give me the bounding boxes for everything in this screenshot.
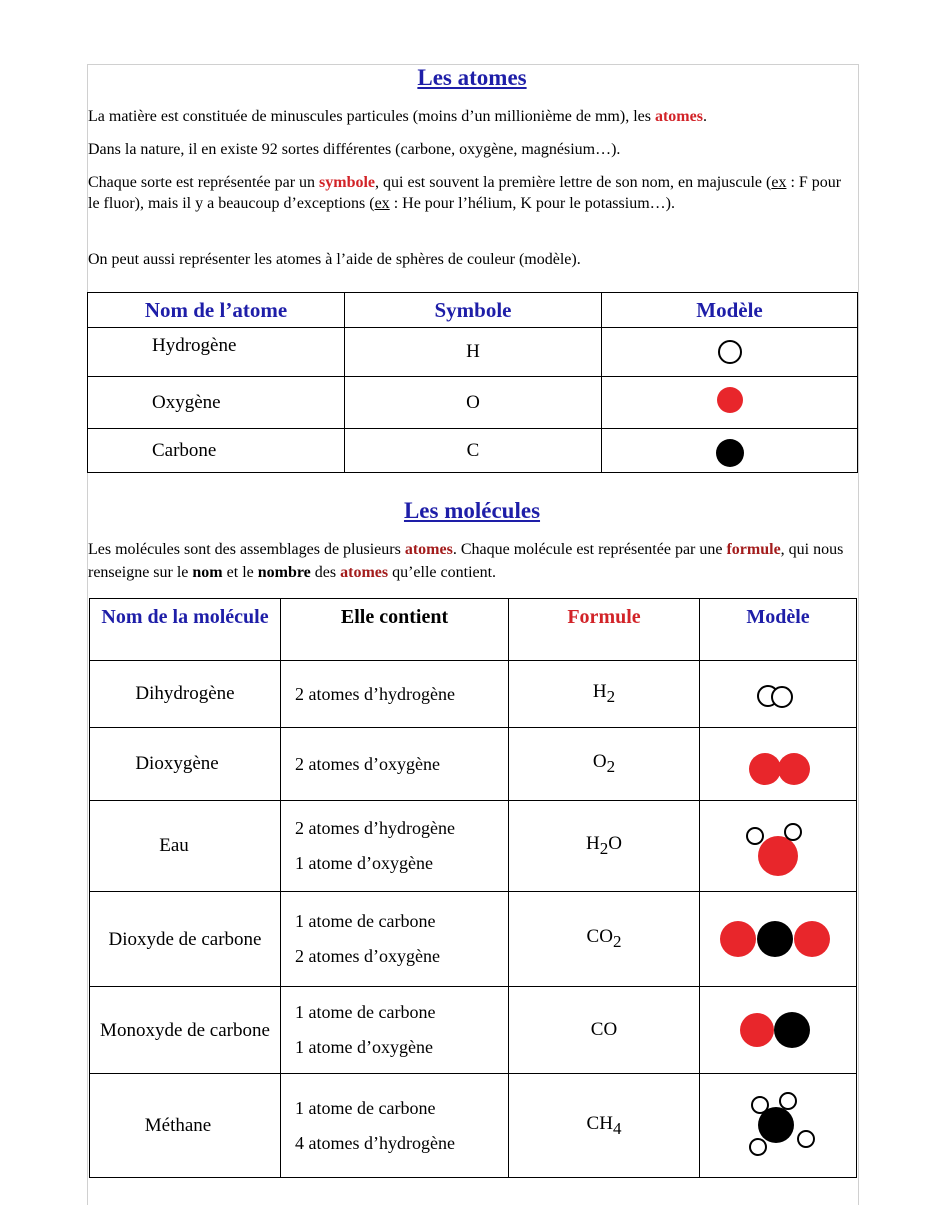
molecule-name: Dihydrogène	[90, 661, 281, 728]
molecule-model	[700, 661, 857, 728]
molecule-formula: $H_2$	[509, 661, 700, 728]
atoms-table-header	[88, 293, 858, 328]
atoms-paragraph-2: Dans la nature, il en existe 92 sortes différentes (carbone, oxygène, magnésium…).	[88, 141, 621, 158]
atom-name: Hydrogène	[88, 328, 345, 377]
molecule-contains: 2 atomes d’hydrogène	[281, 661, 509, 728]
table-row	[90, 1074, 857, 1178]
molecule-formula: $CH_4$	[509, 1074, 700, 1178]
molecule-name: Dioxygène	[90, 728, 281, 801]
table-row	[90, 728, 857, 801]
header-formula: Formule	[509, 599, 700, 661]
atom-symbol: C	[345, 429, 602, 473]
atoms-paragraph-1: La matière est constituée de minuscules particules (moins d’un millionième de mm), les atomes.	[88, 108, 707, 125]
table-row	[90, 987, 857, 1074]
methane-model-icon	[738, 1091, 818, 1161]
atom-symbol: O	[345, 377, 602, 429]
header-symbol: Symbole	[345, 293, 602, 328]
header-molecule-name: Nom de la molécule	[90, 599, 281, 661]
molecules-table	[89, 598, 857, 1178]
molecule-formula: $CO_2$	[509, 892, 700, 987]
molecule-model	[700, 987, 857, 1074]
molecule-name: Méthane	[90, 1074, 281, 1178]
molecule-contains: 1 atome de carbone 1 atome d’oxygène	[281, 987, 509, 1074]
atom-model	[602, 429, 858, 473]
atoms-table	[87, 292, 858, 473]
molecule-contains: 2 atomes d’oxygène	[281, 728, 509, 801]
table-row	[88, 328, 858, 377]
table-row	[90, 661, 857, 728]
molecule-contains: 1 atome de carbone 2 atomes d’oxygène	[281, 892, 509, 987]
water-model-icon	[738, 806, 818, 886]
atom-name: Carbone	[88, 429, 345, 473]
carbon-monoxide-model-icon	[738, 1008, 818, 1052]
molecule-contains: 1 atome de carbone 4 atomes d’hydrogène	[281, 1074, 509, 1178]
atom-symbol: H	[345, 328, 602, 377]
carbon-dioxide-model-icon	[718, 914, 838, 964]
red-sphere-icon	[710, 383, 750, 423]
molecule-name: Monoxyde de carbone	[90, 987, 281, 1074]
molecule-formula: CO	[509, 987, 700, 1074]
header-atom-name: Nom de l’atome	[88, 293, 345, 328]
atoms-paragraph-3: Chaque sorte est représentée par un symbole, qui est souvent la première lettre de son nom, en majuscule (ex : F pour le fluor), mais il y a beaucoup d’exceptions (ex : He pour l’hélium, K pour le potassium…).	[88, 174, 842, 212]
molecules-title: Les molécules	[403, 498, 541, 523]
molecule-formula: $O_2$	[509, 728, 700, 801]
table-row	[88, 429, 858, 473]
atoms-title: Les atomes	[417, 65, 527, 90]
molecule-name: Dioxyde de carbone	[90, 892, 281, 987]
molecule-formula: $H_2O$	[509, 801, 700, 892]
molecule-contains: 2 atomes d’hydrogène 1 atome d’oxygène	[281, 801, 509, 892]
header-model: Modèle	[700, 599, 857, 661]
molecule-name: Eau	[90, 801, 281, 892]
molecules-table-header	[90, 599, 857, 661]
atom-model	[602, 377, 858, 429]
header-model: Modèle	[602, 293, 858, 328]
atoms-paragraph-4: On peut aussi représenter les atomes à l’aide de sphères de couleur (modèle).	[88, 251, 581, 268]
atom-name: Oxygène	[88, 377, 345, 429]
dihydrogen-model-icon	[738, 674, 818, 714]
molecules-paragraph: Les molécules sont des assemblages de plusieurs atomes. Chaque molécule est représentée par une formule, qui nous renseigne sur le nom et le nombre des atomes qu’elle contient.	[88, 541, 844, 581]
header-contains: Elle contient	[281, 599, 509, 661]
molecule-model	[700, 1074, 857, 1178]
molecule-model	[700, 728, 857, 801]
table-row	[90, 801, 857, 892]
molecule-model	[700, 801, 857, 892]
atom-model	[602, 328, 858, 377]
table-row	[90, 892, 857, 987]
dioxygen-model-icon	[733, 739, 823, 789]
table-row	[88, 377, 858, 429]
white-sphere-icon	[710, 332, 750, 372]
molecule-model	[700, 892, 857, 987]
black-sphere-icon	[710, 431, 750, 471]
